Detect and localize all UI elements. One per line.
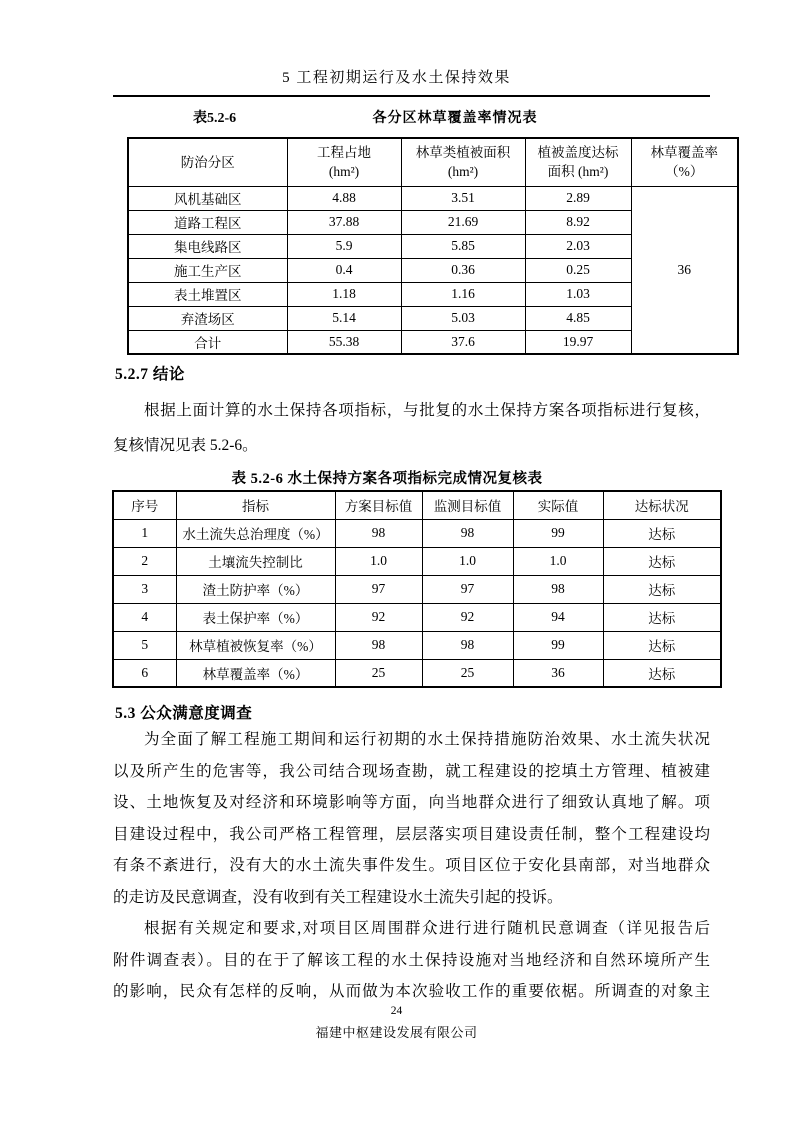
table1-header-zone: 防治分区: [128, 138, 287, 186]
text-line: 根据有关规定和要求,对项目区周围群众进行进行随机民意调查（详见报告后: [144, 920, 710, 937]
text-line: 的影响，民众有怎样的反响，从而做为本次验收工作的重要依椐。所调查的对象主: [113, 983, 710, 1000]
table-row: [113, 603, 721, 631]
cell-area: 0.4: [287, 258, 401, 282]
cell-zone: 表土堆置区: [128, 282, 287, 306]
cell-monitor-target: 1.0: [422, 547, 513, 575]
table-row: [113, 659, 721, 687]
header-rule: [113, 95, 710, 97]
cell-qualified: 1.03: [525, 282, 631, 306]
table1-title: 各分区林草覆盖率情况表: [372, 111, 538, 126]
cell-zone: 合计: [128, 330, 287, 354]
text-line: 有条不紊进行，没有大的水土流失事件发生。项目区位于安化县南部，对当地群众: [113, 857, 710, 874]
cell-area: 37.88: [287, 210, 401, 234]
cell-area: 5.9: [287, 234, 401, 258]
text-line: 为全面了解工程施工期间和运行初期的水土保持措施防治效果、水土流失状况: [144, 731, 710, 748]
table1-header-qualified-area: 植被盖度达标 面积 (hm²): [525, 138, 631, 186]
cell-status: 达标: [603, 575, 721, 603]
indicators-review-table: [112, 490, 722, 688]
cell-plan-target: 25: [335, 659, 422, 687]
paragraph-53: [113, 724, 710, 1008]
cell-status: 达标: [603, 659, 721, 687]
cell-zone: 施工生产区: [128, 258, 287, 282]
cell-index: 2: [113, 547, 176, 575]
footer-company: 福建中枢建设发展有限公司: [315, 1025, 478, 1040]
table1-caption: [125, 107, 737, 127]
cell-area: 55.38: [287, 330, 401, 354]
cell-index: 3: [113, 575, 176, 603]
cell-status: 达标: [603, 631, 721, 659]
cell-qualified: 19.97: [525, 330, 631, 354]
text-line: 的走访及民意调查，没有收到有关工程建设水土流失引起的投诉。: [113, 888, 563, 906]
table2-title: 表 5.2-6 水土保持方案各项指标完成情况复核表: [231, 471, 543, 487]
table1-number: 表5.2-6: [193, 111, 237, 126]
table2-header-row: [113, 491, 721, 519]
cell-qualified: 4.85: [525, 306, 631, 330]
cell-monitor-target: 97: [422, 575, 513, 603]
cell-coverage-rate: 36: [631, 186, 738, 354]
page-number: 24: [390, 1005, 403, 1017]
cell-indicator: 表土保护率（%）: [176, 603, 335, 631]
cell-vegetation: 21.69: [401, 210, 525, 234]
cell-index: 5: [113, 631, 176, 659]
table2-header-monitor-target: 监测目标值: [422, 491, 513, 519]
table2-header-plan-target: 方案目标值: [335, 491, 422, 519]
cell-actual: 98: [513, 575, 603, 603]
cell-plan-target: 98: [335, 519, 422, 547]
cell-index: 4: [113, 603, 176, 631]
text-line: 目建设过程中，我公司严格工程管理，层层落实项目建设责任制，整个工程建设均: [113, 825, 710, 843]
cell-indicator: 林草植被恢复率（%）: [176, 631, 335, 659]
section-heading-527: 5.2.7 结论: [115, 366, 185, 383]
cell-qualified: 2.03: [525, 234, 631, 258]
text-line: 设、土地恢复及对经济和环境影响等方面，向当地群众进行了细致认真地了解。项: [113, 794, 710, 811]
table1-header-row: [128, 138, 738, 186]
text-line: 根据上面计算的水土保持各项指标，与批复的水土保持方案各项指标进行复核，: [144, 402, 710, 419]
cell-indicator: 水土流失总治理度（%）: [176, 519, 335, 547]
cell-area: 4.88: [287, 186, 401, 210]
cell-zone: 集电线路区: [128, 234, 287, 258]
cell-actual: 1.0: [513, 547, 603, 575]
text-line: 复核情况见表 5.2-6。: [113, 437, 258, 454]
cell-area: 1.18: [287, 282, 401, 306]
cell-monitor-target: 98: [422, 631, 513, 659]
cell-actual: 94: [513, 603, 603, 631]
cell-indicator: 渣土防护率（%）: [176, 575, 335, 603]
cell-qualified: 0.25: [525, 258, 631, 282]
table-row: [113, 519, 721, 547]
table-row: [128, 186, 738, 210]
cell-zone: 风机基础区: [128, 186, 287, 210]
cell-status: 达标: [603, 519, 721, 547]
table-row: [113, 547, 721, 575]
cell-plan-target: 92: [335, 603, 422, 631]
cell-actual: 36: [513, 659, 603, 687]
table1-header-vegetation: 林草类植被面积 (hm²): [401, 138, 525, 186]
coverage-rate-table: [127, 137, 739, 355]
cell-vegetation: 5.03: [401, 306, 525, 330]
cell-monitor-target: 98: [422, 519, 513, 547]
table-row: [113, 631, 721, 659]
text-line: 以及所产生的危害等，我公司结合现场查勘，就工程建设的挖填土方管理、植被建: [113, 762, 710, 780]
cell-status: 达标: [603, 547, 721, 575]
cell-indicator: 林草覆盖率（%）: [176, 659, 335, 687]
section-heading-53: 5.3 公众满意度调查: [115, 705, 253, 722]
cell-plan-target: 1.0: [335, 547, 422, 575]
cell-index: 1: [113, 519, 176, 547]
cell-zone: 弃渣场区: [128, 306, 287, 330]
table1-header-area: 工程占地 (hm²): [287, 138, 401, 186]
text-line: 附件调查表）。目的在于了解该工程的水土保持设施对当地经济和自然环境所产生: [113, 951, 710, 969]
paragraph-527: [113, 393, 710, 463]
table-row: [113, 575, 721, 603]
chapter-header: 5 工程初期运行及水土保持效果: [282, 70, 511, 86]
table2-header-actual: 实际值: [513, 491, 603, 519]
cell-vegetation: 1.16: [401, 282, 525, 306]
cell-area: 5.14: [287, 306, 401, 330]
table2-header-status: 达标状况: [603, 491, 721, 519]
cell-plan-target: 97: [335, 575, 422, 603]
cell-vegetation: 3.51: [401, 186, 525, 210]
cell-indicator: 土壤流失控制比: [176, 547, 335, 575]
cell-actual: 99: [513, 519, 603, 547]
table2-header-indicator: 指标: [176, 491, 335, 519]
cell-plan-target: 98: [335, 631, 422, 659]
cell-monitor-target: 92: [422, 603, 513, 631]
cell-qualified: 8.92: [525, 210, 631, 234]
table2-header-index: 序号: [113, 491, 176, 519]
cell-monitor-target: 25: [422, 659, 513, 687]
cell-vegetation: 0.36: [401, 258, 525, 282]
cell-qualified: 2.89: [525, 186, 631, 210]
cell-index: 6: [113, 659, 176, 687]
cell-vegetation: 37.6: [401, 330, 525, 354]
table1-header-coverage: 林草覆盖率 （%）: [631, 138, 738, 186]
cell-actual: 99: [513, 631, 603, 659]
cell-zone: 道路工程区: [128, 210, 287, 234]
cell-vegetation: 5.85: [401, 234, 525, 258]
cell-status: 达标: [603, 603, 721, 631]
